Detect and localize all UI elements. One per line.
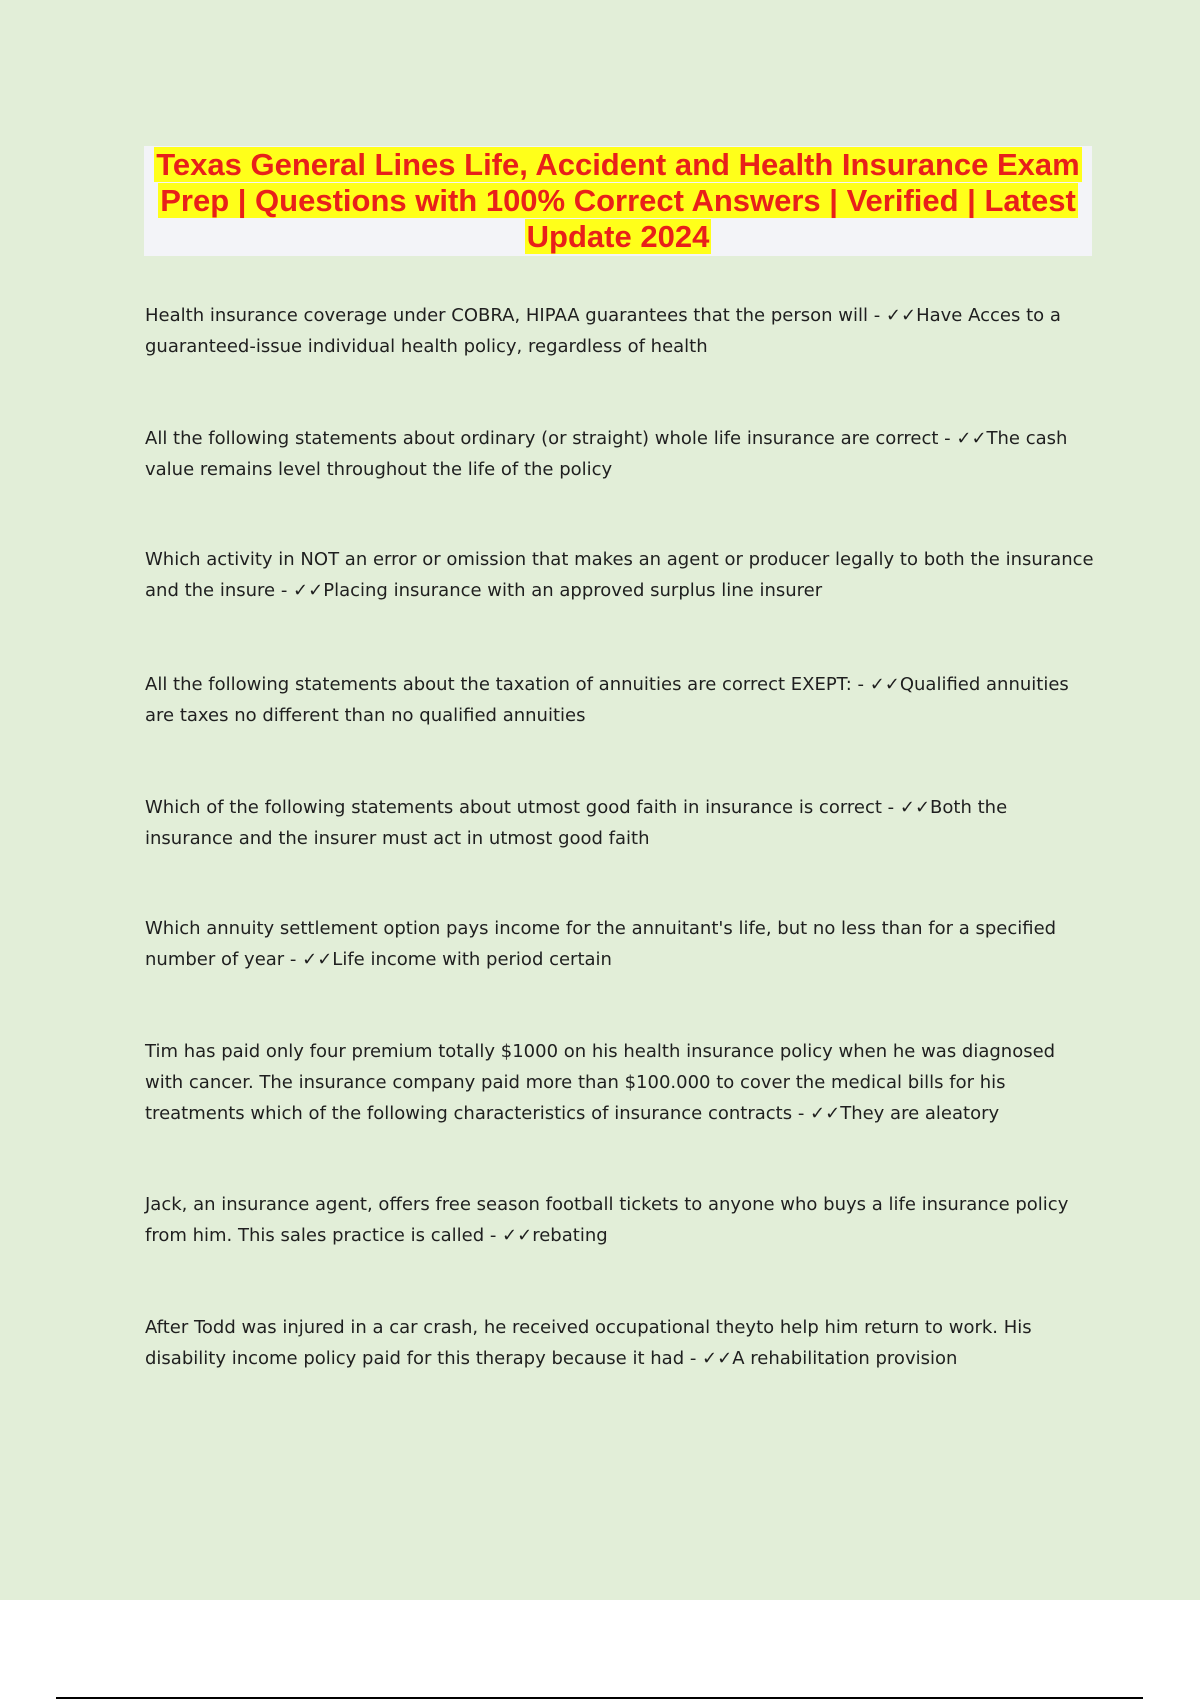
qa-item: After Todd was injured in a car crash, he received occupational theyto help him return to work. His disability income policy paid for this therapy because it had - ✓✓A rehabilitation provision [145,1317,1032,1369]
qa-item: Health insurance coverage under COBRA, HIPAA guarantees that the person will - ✓✓Have Acces to a guaranteed-issue individual health policy, regardless of health [145,305,1061,357]
qa-item: Which of the following statements about utmost good faith in insurance is correct - ✓✓Both the insurance and the insurer must act in utmost good faith [145,797,1008,849]
qa-item: Tim has paid only four premium totally $1000 on his health insurance policy when he was diagnosed with cancer. The insurance company paid more than $100.000 to cover the medical bills for his treatments which of the following characteristics of insurance contracts - ✓✓They are aleatory [145,1041,1056,1124]
qa-item: All the following statements about the taxation of annuities are correct EXEPT: - ✓✓Qualified annuities are taxes no different than no qualified annuities [145,674,1069,726]
title-banner [144,146,1092,256]
footer-divider [56,1697,1143,1699]
qa-item: Jack, an insurance agent, offers free season football tickets to anyone who buys a life insurance policy from him. This sales practice is called - ✓✓rebating [145,1194,1069,1246]
document-title: Texas General Lines Life, Accident and Health Insurance Exam Prep | Questions with 100% Correct Answers | Verified | Latest Update 2024 [156,147,1080,254]
qa-item: All the following statements about ordinary (or straight) whole life insurance are correct - ✓✓The cash value remains level throughout the life of the policy [145,428,1068,480]
qa-item: Which annuity settlement option pays income for the annuitant's life, but no less than for a specified number of year - ✓✓Life income with period certain [145,918,1057,970]
qa-item: Which activity in NOT an error or omission that makes an agent or producer legally to both the insurance and the insure - ✓✓Placing insurance with an approved surplus line insurer [145,549,1094,601]
